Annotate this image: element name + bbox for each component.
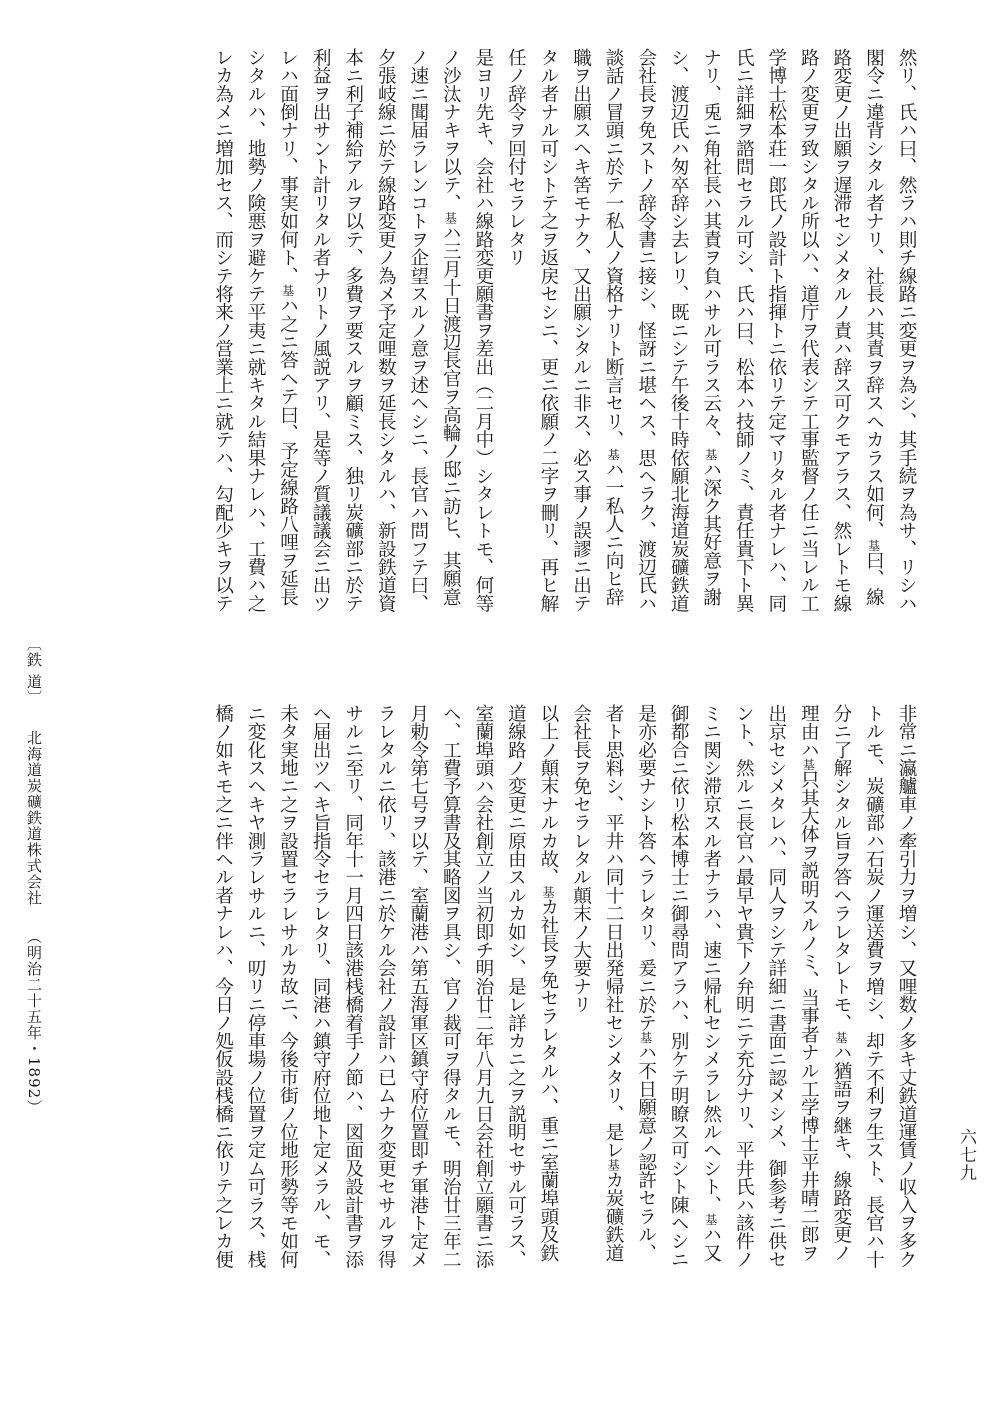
- text-run: 橋ノ如キモ之ニ伴ヘル者ナレハ、今日ノ処仮設桟橋ニ依リテ之レカ便: [212, 704, 234, 1269]
- text-run: 道線路ノ変更ニ原由スルカ如シ、是レ詳カニ之ヲ説明セサル可ラス、: [505, 704, 527, 1269]
- text-column: [889, 48, 922, 680]
- text-column: [694, 48, 727, 680]
- small-name-glyph: 基: [703, 1213, 718, 1226]
- text-run: 室蘭埠頭ハ会社創立ノ当初即チ明治廿二年八月九日会社創立願書ニ添: [472, 704, 494, 1269]
- text-column: [564, 704, 597, 1336]
- text-column: [889, 704, 922, 1336]
- text-column: [271, 48, 304, 680]
- text-column: [206, 48, 239, 680]
- text-column: [401, 704, 434, 1336]
- text-run: シ、渡辺氏ハ匆卒辞シ去レリ、既ニシテ午後十時依願北海道炭礦鉄道: [668, 48, 690, 613]
- text-run: 只其大体ヲ説明スルノミ、当事者ナル工学博士平井晴二郎ヲ: [798, 770, 820, 1262]
- text-run: ラレタルニ依リ、該港ニ於ケル会社ノ設計ハ已ムナク変更セサルヲ得: [375, 704, 397, 1269]
- text-run: 是亦必要ナシト答ヘラレタリ、爰ニ於テ: [635, 704, 657, 1032]
- text-column: [434, 704, 467, 1336]
- text-column: [759, 48, 792, 680]
- text-column: [824, 48, 857, 680]
- text-run: 利益ヲ出サント計リタル者ナリトノ風説アリ、是等ノ質議議会ニ出ツ: [310, 48, 332, 613]
- header-company: 北海道炭礦鉄道株式会社: [25, 729, 43, 906]
- small-name-glyph: 基: [540, 886, 555, 898]
- small-name-glyph: 基: [801, 758, 816, 771]
- text-column: [336, 48, 369, 680]
- text-run: 会社長ヲ免セラレタル顛末ノ大要ナリ: [570, 704, 592, 1014]
- text-run: ニ変化スヘキヤ測ラレサルニ、叨リニ停車場ノ位置ヲ定ム可ラス、桟: [245, 704, 267, 1269]
- text-column: [792, 48, 825, 680]
- text-run: カ社長ヲ免セラレタルハ、重ニ室蘭埠頭及鉄: [537, 897, 559, 1262]
- text-run: 是ヨリ先キ、会社ハ線路変更願書ヲ差出（二月中）シタレトモ、何等: [472, 48, 494, 613]
- small-name-glyph: 基: [866, 539, 881, 552]
- text-run: ハ猶語ヲ継キ、線路変更ノ: [830, 1043, 852, 1262]
- text-run: ノ沙汰ナキヲ以テ、: [440, 48, 462, 212]
- text-column: [792, 704, 825, 1336]
- text-column: [466, 704, 499, 1336]
- text-run: ノ速ニ聞届ラレンコトヲ企望スルノ意ヲ述ヘシニ、長官ハ問フテ曰、: [407, 48, 429, 613]
- text-column: [531, 704, 564, 1336]
- text-run: 出京セシメタレハ、同人ヲシテ詳細ニ書面ニ認メシメ、御参考ニ供セ: [765, 704, 787, 1269]
- text-run: トルモ、炭礦部ハ石炭ノ運送費ヲ増シ、却テ不利ヲ生スト、長官ハ十: [863, 704, 885, 1269]
- small-name-glyph: 基: [833, 1031, 848, 1044]
- text-run: 本ニ利子補給アルヲ以テ、多費ヲ要スルヲ顧ミス、独リ炭礦部ニ於テ: [342, 48, 364, 613]
- text-column: [857, 704, 890, 1336]
- text-run: 曰、線: [863, 551, 885, 606]
- text-run: カ炭礦鉄道: [603, 1170, 625, 1262]
- text-column: [597, 48, 630, 680]
- text-run: ハ不日願意ノ認許セラル、: [635, 1043, 657, 1262]
- text-run: ハ深ク其好意ヲ謝: [700, 460, 722, 606]
- small-name-glyph: 基: [606, 448, 621, 461]
- text-column: [239, 48, 272, 680]
- text-column: [239, 704, 272, 1336]
- header-era: （明治二十五年・1892）: [25, 929, 43, 1116]
- text-column: [466, 48, 499, 680]
- text-run: レカ為メニ増加セス、而シテ将来ノ営業上ニ就テハ、勾配少キヲ以テ: [212, 48, 234, 613]
- text-run: 夕張岐線ニ於テ線路変更ノ為メ予定哩数ヲ延長シタルハ、新設鉄道資: [375, 48, 397, 613]
- text-run: 御都合ニ依リ松本博士ニ御尋問アラハ、別ケテ明瞭ス可シト陳ヘシニ: [668, 704, 690, 1269]
- text-column: [336, 704, 369, 1336]
- text-column: [629, 48, 662, 680]
- text-column: [857, 48, 890, 680]
- text-column: [369, 48, 402, 680]
- text-column: [304, 48, 337, 680]
- text-run: 路変更ノ出願ヲ遅滞セシメタルノ責ハ辞ス可クモアラス、然レトモ線: [830, 48, 852, 613]
- text-column: [694, 704, 727, 1336]
- text-column: [759, 704, 792, 1336]
- text-run: ナリ、兎ニ角社長ハ其責ヲ負ハサル可ラス云々、: [700, 48, 722, 449]
- text-run: シタルハ、地勢ノ険悪ヲ避ケテ平夷ニ就キタル結果ナレハ、工費ハ之: [245, 48, 267, 613]
- text-column: [564, 48, 597, 680]
- text-run: ミニ関シ滞京スル者ナラハ、速ニ帰札セシメラレ然ルヘシト、: [700, 704, 722, 1214]
- text-column: [531, 48, 564, 680]
- text-column: [304, 704, 337, 1336]
- text-run: 然リ、氏ハ曰、然ラハ則チ線路ニ変更ヲ為シ、其手続ヲ為サ、リシハ: [896, 48, 917, 613]
- small-name-glyph: 基: [606, 1159, 621, 1171]
- text-column: [499, 704, 532, 1336]
- text-run: 未タ実地ニ之ヲ設置セラレサルカ故ニ、今後市街ノ位地形勢等モ如何: [277, 704, 299, 1269]
- text-run: 学博士松本荘一郎氏ノ設計ト指揮トニ依リテ定マリタル者ナレハ、同: [765, 48, 787, 613]
- text-run: ハ之ニ答ヘテ曰、予定線路八哩ヲ延長: [277, 296, 299, 606]
- running-header: [24, 636, 44, 1116]
- text-run: 分ニ了解シタル旨ヲ答ヘラレタレトモ、: [830, 704, 852, 1032]
- text-run: 月勅令第七号ヲ以テ、室蘭港ハ第五海軍区鎮守府位置即チ軍港ト定メ: [407, 704, 429, 1269]
- text-run: 路ノ変更ヲ致シタル所以ハ、道庁ヲ代表シテ工事監督ノ任ニ当レル工: [798, 48, 820, 613]
- text-column: [727, 48, 760, 680]
- text-run: 談話ノ冒頭ニ於テ一私人ノ資格ナリト断言セリ、: [603, 48, 625, 449]
- text-run: サルニ至リ、同年十一月四日該港桟橋着手ノ節ハ、図面及設計書ヲ添: [342, 704, 364, 1269]
- lower-text-block: [76, 704, 922, 1336]
- text-run: タル者ナル可シトテ之ヲ返戻セシニ、更ニ依願ノ二字ヲ刪リ、再ヒ解: [537, 48, 559, 613]
- text-run: 閣令ニ違背シタル者ナリ、社長ハ其責ヲ辞スヘカラス如何、: [863, 48, 885, 540]
- text-run: ント、然ルニ長官ハ最早ヤ貴下ノ弁明ニテ充分ナリ、平井氏ハ該件ノ: [733, 704, 755, 1269]
- text-run: 任ノ辞令ヲ回付セラレタリ: [505, 48, 527, 267]
- text-column: [369, 704, 402, 1336]
- page-number: 六七九: [956, 1128, 976, 1182]
- small-name-glyph: 基: [703, 448, 718, 461]
- text-column: [206, 704, 239, 1336]
- text-run: 非常ニ瀛艫車ノ牽引力ヲ増シ、又哩数ノ多キ丈鉄道運賃ノ収入ヲ多ク: [896, 704, 917, 1269]
- text-run: 氏ニ詳細ヲ諮問セラル可シ、氏ハ曰、松本ハ技師ノミ、責任貴下ト異: [733, 48, 755, 613]
- small-name-glyph: 基: [638, 1031, 653, 1044]
- text-run: 理由ハ: [798, 704, 820, 759]
- text-run: ハ又: [700, 1225, 722, 1262]
- text-run: 会社長ヲ免ストノ辞令書ニ接シ、怪訝ニ堪ヘス、思ヘラク、渡辺氏ハ: [635, 48, 657, 613]
- text-column: [499, 48, 532, 680]
- upper-text-block: [76, 48, 922, 680]
- text-column: [434, 48, 467, 680]
- text-run: 以上ノ顛末ナルカ故、: [537, 704, 559, 886]
- text-run: ハ三月十日渡辺長官ヲ高輪ノ邸ニ訪ヒ、其願意: [440, 223, 462, 606]
- text-run: ヘ、工費予算書及其略図ヲ具シ、官ノ裁可ヲ得タルモ、明治廿三年二: [440, 704, 462, 1269]
- text-column: [662, 48, 695, 680]
- text-column: [662, 704, 695, 1336]
- text-run: ヘ届出ツヘキ旨指令セラレタリ、同港ハ鎮守府位地ト定メラル、モ、: [310, 704, 332, 1269]
- text-column: [597, 704, 630, 1336]
- text-run: 者ト思料シ、平井ハ同十二日出発帰社セシメタリ、是レ: [603, 704, 625, 1159]
- text-column: [824, 704, 857, 1336]
- header-category: 〔鉄 道〕: [25, 636, 43, 706]
- text-run: 職ヲ出願スヘキ筈モナク、又出願シタルニ非ス、必ス事ノ誤謬ニ出テ: [570, 48, 592, 613]
- text-column: [727, 704, 760, 1336]
- text-column: [629, 704, 662, 1336]
- text-column: [401, 48, 434, 680]
- small-name-glyph: 基: [443, 211, 458, 224]
- small-name-glyph: 基: [280, 284, 295, 297]
- text-column: [271, 704, 304, 1336]
- text-run: ハ一私人ニ向ヒ辞: [603, 460, 625, 606]
- text-run: レハ面倒ナリ、事実如何ト、: [277, 48, 299, 285]
